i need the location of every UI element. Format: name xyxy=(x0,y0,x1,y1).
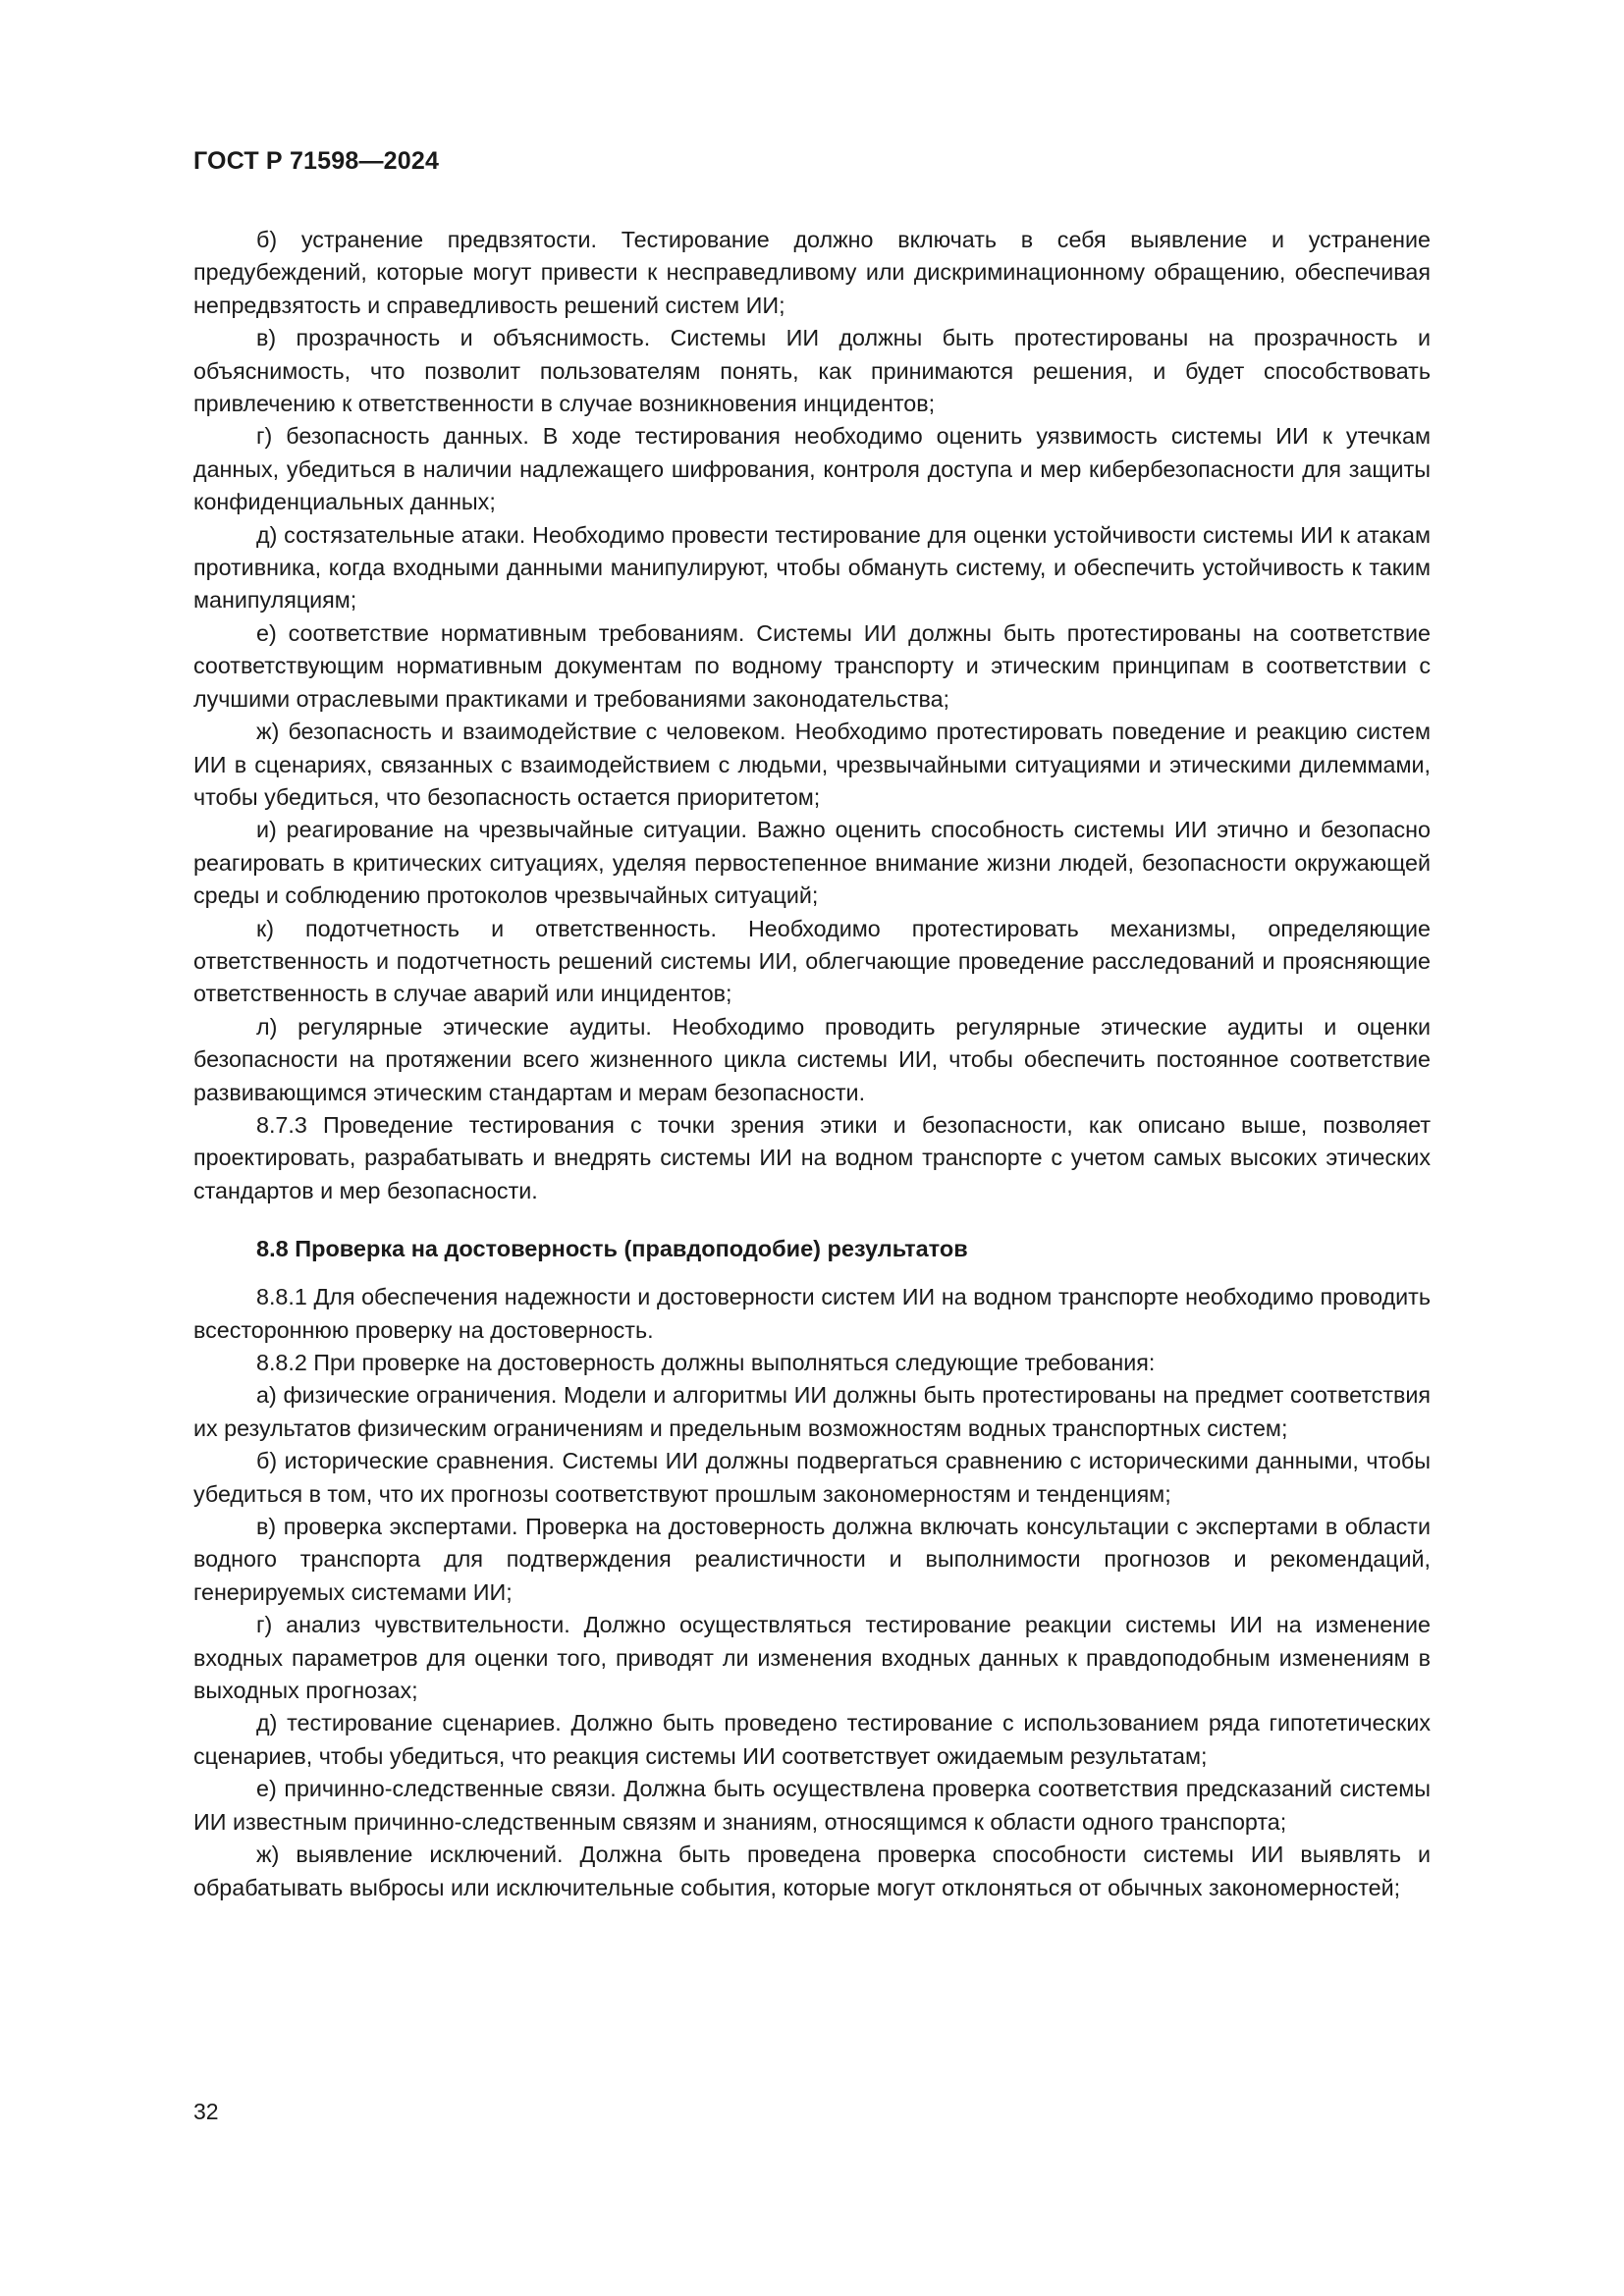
paragraph: и) реагирование на чрезвычайные ситуации. Важно оценить способность системы ИИ этично и безопасно реагировать в критических ситуациях, уделяя первостепенное внимание жизни людей, безопасности окружающей среды и соблюдению протоколов чрезвычайных ситуаций; xyxy=(193,817,1431,909)
paragraph: а) физические ограничения. Модели и алгоритмы ИИ должны быть протестированы на предмет соответствия их результатов физическим ограничениям и предельным возможностям водных транспортных систем; xyxy=(193,1382,1431,1441)
paragraph: 8.8.2 При проверке на достоверность должны выполняться следующие требования: xyxy=(256,1350,1156,1375)
paragraph: л) регулярные этические аудиты. Необходимо проводить регулярные этические аудиты и оценки безопасности на протяжении всего жизненного цикла системы ИИ, чтобы обеспечить постоянное соответствие развивающимся этическим стандартам и мерам безопасности. xyxy=(193,1013,1431,1105)
paragraph: ж) безопасность и взаимодействие с человеком. Необходимо протестировать поведение и реакцию систем ИИ в сценариях, связанных с взаимодействием с людьми, чрезвычайными ситуациями и этическими дилеммами, чтобы убедиться, что безопасность остается приоритетом; xyxy=(193,719,1431,810)
paragraph: б) исторические сравнения. Системы ИИ должны подвергаться сравнению с историческими данными, чтобы убедиться в том, что их прогнозы соответствуют прошлым закономерностям и тенденциям; xyxy=(193,1448,1431,1507)
document-body xyxy=(193,224,1431,1904)
paragraph: в) прозрачность и объяснимость. Системы ИИ должны быть протестированы на прозрачность и объяснимость, что позволит пользователям понять, как принимаются решения, и будет способствовать привлечению к ответственности в случае возникновения инцидентов; xyxy=(193,325,1431,417)
paragraph: е) причинно-следственные связи. Должна быть осуществлена проверка соответствия предсказаний системы ИИ известным причинно-следственным связям и знаниям, относящимся к области одного транспорта; xyxy=(193,1776,1431,1835)
paragraph: ж) выявление исключений. Должна быть проведена проверка способности системы ИИ выявлять и обрабатывать выбросы или исключительные события, которые могут отклоняться от обычных закономерностей; xyxy=(193,1842,1431,1900)
paragraph: е) соответствие нормативным требованиям. Системы ИИ должны быть протестированы на соответствие соответствующим нормативным документам по водному транспорту и этическим принципам в соответствии с лучшими отраслевыми практиками и требованиями законодательства; xyxy=(193,619,1431,712)
paragraph: г) безопасность данных. В ходе тестирования необходимо оценить уязвимость системы ИИ к утечкам данных, убедиться в наличии надлежащего шифрования, контроля доступа и мер кибербезопасности для защиты конфиденциальных данных; xyxy=(193,423,1431,515)
paragraph: д) тестирование сценариев. Должно быть проведено тестирование с использованием ряда гипотетических сценариев, чтобы убедиться, что реакция системы ИИ соответствует ожидаемым результатам; xyxy=(193,1710,1431,1769)
paragraph: г) анализ чувствительности. Должно осуществляться тестирование реакции системы ИИ на изменение входных параметров для оценки того, приводят ли изменения входных данных к правдоподобным изменениям в выходных прогнозах; xyxy=(193,1612,1431,1704)
section-heading: 8.8 Проверка на достоверность (правдоподобие) результатов xyxy=(256,1236,968,1262)
paragraph: к) подотчетность и ответственность. Необходимо протестировать механизмы, определяющие ответственность и подотчетность решений системы ИИ, облегчающие проведение расследований и проясняющие ответственность в случае аварий или инцидентов; xyxy=(193,915,1431,1007)
page-number: 32 xyxy=(193,2099,219,2124)
document-header: ГОСТ Р 71598—2024 xyxy=(193,147,440,175)
paragraph: в) проверка экспертами. Проверка на достоверность должна включать консультации с экспертами в области водного транспорта для подтверждения реалистичности и выполнимости прогнозов и рекомендаций, генерируемых системами ИИ; xyxy=(193,1514,1431,1605)
paragraph: 8.7.3 Проведение тестирования с точки зрения этики и безопасности, как описано выше, позволяет проектировать, разрабатывать и внедрять системы ИИ на водном транспорте с учетом самых высоких этических стандартов и мер безопасности. xyxy=(193,1111,1431,1203)
paragraph: б) устранение предвзятости. Тестирование должно включать в себя выявление и устранение предубеждений, которые могут привести к несправедливому или дискриминационному обращению, обеспечивая непредвзятость и справедливость решений систем ИИ; xyxy=(193,227,1431,318)
paragraph: 8.8.1 Для обеспечения надежности и достоверности систем ИИ на водном транспорте необходимо проводить всестороннюю проверку на достоверность. xyxy=(193,1284,1431,1343)
paragraph: д) состязательные атаки. Необходимо провести тестирование для оценки устойчивости системы ИИ к атакам противника, когда входными данными манипулируют, чтобы обмануть систему, и обеспечить устойчивость к таким манипуляциям; xyxy=(193,521,1431,614)
